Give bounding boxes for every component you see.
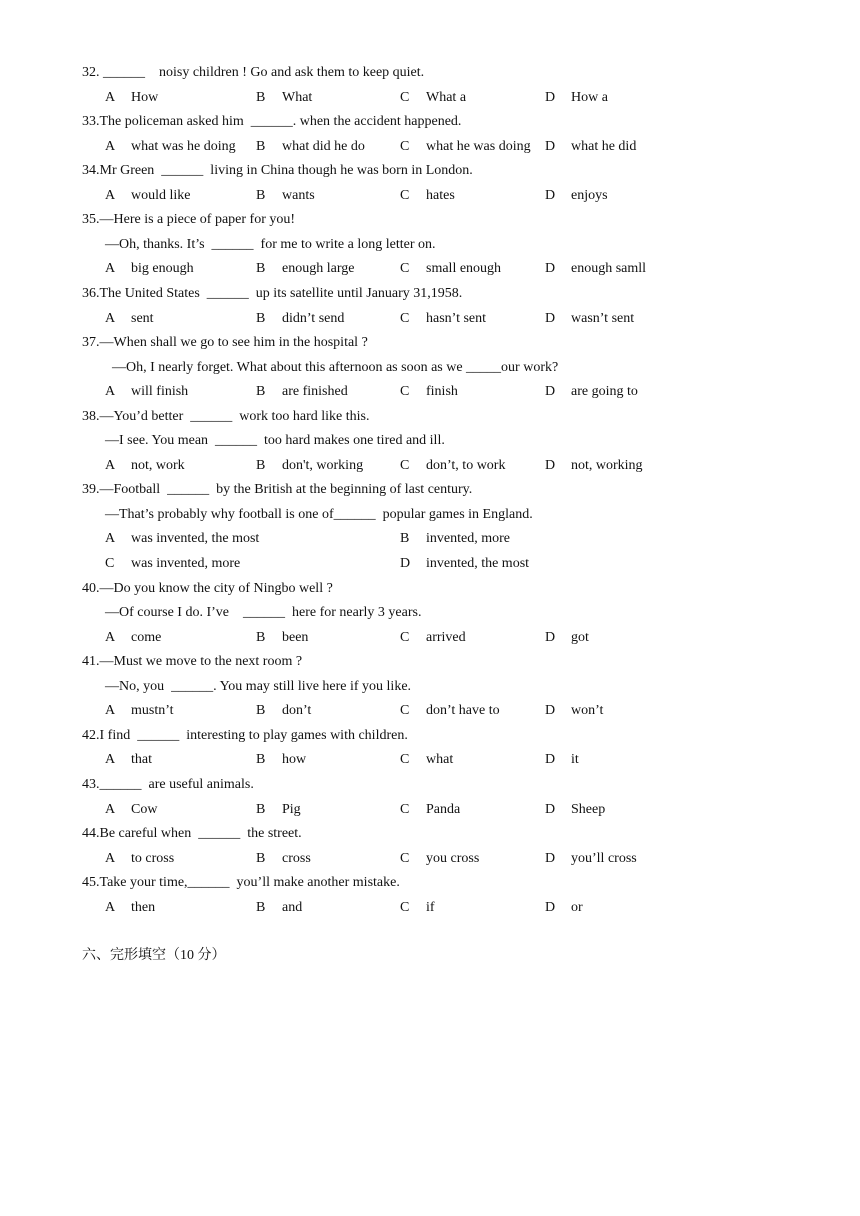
option-letter: B [256,850,266,866]
option-letter: C [400,752,410,768]
option-letter: D [545,89,556,105]
option-text: got [571,629,589,645]
answer-option [256,260,354,278]
option-text: won’t [571,703,604,719]
option-text: enough samll [571,261,647,277]
option-letter: B [256,138,266,154]
option-letter: A [105,261,116,277]
question-stem: 34.Mr Green ______ living in China though he was born in London. [82,163,473,179]
question-stem: 43.______ are useful animals. [82,776,254,792]
option-text: it [571,752,579,768]
option-letter: A [105,703,116,719]
answer-option [400,801,460,819]
answer-option [400,530,510,548]
option-letter: D [545,752,556,768]
question-stem: 33.The policeman asked him ______. when the accident happened. [82,114,462,130]
question-stem: 40.—Do you know the city of Ningbo well ? [82,580,333,596]
option-text: How [131,89,159,105]
question-stem-line: —I see. You mean ______ too hard makes one tired and ill. [105,433,445,449]
option-letter: A [105,384,116,400]
option-letter: B [256,261,266,277]
option-letter: C [400,801,410,817]
answer-option [256,457,363,475]
option-letter: D [545,703,556,719]
answer-option [545,702,603,720]
answer-option [105,260,194,278]
option-letter: C [400,629,410,645]
option-letter: B [256,703,266,719]
option-text: arrived [426,629,466,645]
option-letter: A [105,138,116,154]
answer-option [256,850,311,868]
option-text: will finish [131,384,189,400]
question-stem: 42.I find ______ interesting to play games with children. [82,727,408,743]
option-text: that [131,752,152,768]
option-letter: C [105,556,115,571]
answer-option [545,850,637,868]
answer-option [105,555,240,573]
option-text: don’t [282,703,312,719]
answer-option [545,801,605,819]
option-text: How a [571,89,608,105]
option-text: hates [426,187,455,203]
option-text: What a [426,89,467,105]
option-letter: D [545,629,556,645]
option-letter: D [545,138,556,154]
option-text: invented, more [426,531,510,547]
option-text: mustn’t [131,703,174,719]
question-stem: 44.Be careful when ______ the street. [82,826,302,842]
answer-option [105,899,155,917]
answer-option [256,89,312,107]
answer-option [400,187,455,205]
option-letter: D [545,850,556,866]
option-letter: C [400,457,410,473]
option-text: don’t have to [426,703,500,719]
option-text: then [131,899,156,915]
answer-option [256,138,365,156]
question-stem-line: —That’s probably why football is one of______ popular games in England. [105,506,533,522]
answer-option [400,310,486,328]
option-text: Panda [426,801,461,817]
question-stem: 35.—Here is a piece of paper for you! [82,212,296,228]
option-letter: B [256,187,266,203]
answer-option [400,899,435,917]
option-letter: C [400,261,410,277]
answer-option [545,138,636,156]
answer-option [256,801,301,819]
option-letter: C [400,384,410,400]
option-text: Sheep [571,801,606,817]
option-letter: A [105,801,116,817]
option-text: how [282,752,307,768]
answer-option [400,702,500,720]
question-stem: 39.—Football ______ by the British at the beginning of last century. [82,482,473,498]
answer-option [545,457,643,475]
option-letter: A [105,752,116,768]
option-text: invented, the most [426,556,530,571]
option-text: what he did [571,138,637,154]
question-stem: 38.—You’d better ______ work too hard like this. [82,408,370,424]
option-letter: B [256,899,266,915]
option-letter: A [105,457,116,473]
answer-option [105,457,185,475]
option-text: are going to [571,384,638,400]
answer-option [400,383,458,401]
answer-option [400,457,505,475]
option-text: Pig [282,801,301,817]
answer-option [545,751,579,769]
option-text: sent [131,310,154,326]
option-text: wants [282,187,315,203]
answer-option [256,629,308,647]
option-letter: B [256,457,266,473]
option-letter: A [105,89,116,105]
option-text: are finished [282,384,348,400]
option-text: don’t, to work [426,457,506,473]
option-text: what was he doing [131,138,236,154]
option-letter: D [545,899,556,915]
option-letter: D [545,384,556,400]
option-text: not, working [571,457,643,473]
answer-option [105,383,188,401]
question-stem: 45.Take your time,______ you’ll make another mistake. [82,875,400,891]
option-text: cross [282,850,311,866]
section-heading: 六、完形填空（10 分） [82,948,226,964]
option-text: What [282,89,313,105]
option-text: you cross [426,850,480,866]
option-letter: A [105,899,116,915]
option-text: big enough [131,261,194,277]
question-stem: 32. ______ noisy children ! Go and ask them to keep quiet. [82,65,425,80]
option-letter: C [400,850,410,866]
answer-option [256,187,315,205]
option-text: hasn’t sent [426,310,487,326]
answer-option [400,751,453,769]
answer-option [105,702,174,720]
option-text: small enough [426,261,502,277]
option-letter: A [105,531,116,547]
option-text: and [282,899,303,915]
answer-option [545,310,634,328]
option-letter: B [256,752,266,768]
question-stem: 36.The United States ______ up its satellite until January 31,1958. [82,285,463,301]
answer-option [105,89,158,107]
option-letter: C [400,899,410,915]
question-stem-line: —Of course I do. I’ve ______ here for nearly 3 years. [105,605,422,621]
option-text: would like [131,187,191,203]
option-letter: A [105,310,116,326]
option-letter: C [400,310,410,326]
answer-option [256,751,306,769]
answer-option [256,310,344,328]
answer-option [105,530,259,548]
option-letter: B [256,89,266,105]
answer-option [105,138,236,156]
option-text: don't, working [282,457,364,473]
question-stem-line: —No, you ______. You may still live here if you like. [105,678,412,694]
option-text: enjoys [571,187,608,203]
question-stem: 41.—Must we move to the next room ? [82,654,303,670]
option-text: wasn’t sent [571,310,635,326]
option-text: come [131,629,162,645]
answer-option [256,383,348,401]
answer-option [105,850,174,868]
answer-option [400,555,529,573]
answer-option [105,751,152,769]
option-text: to cross [131,850,175,866]
option-text: what [426,752,454,768]
option-text: been [282,629,309,645]
answer-option [105,187,191,205]
option-letter: C [400,187,410,203]
option-letter: A [105,850,116,866]
option-letter: B [400,531,410,547]
answer-option [400,850,479,868]
option-text: finish [426,384,458,400]
answer-option [545,899,583,917]
option-letter: A [105,187,116,203]
answer-option [256,702,311,720]
option-text: Cow [131,801,158,817]
option-text: or [571,899,583,915]
option-letter: C [400,138,410,154]
answer-option [545,187,608,205]
option-text: you’ll cross [571,850,637,866]
option-letter: A [105,629,116,645]
answer-option [545,629,589,647]
answer-option [105,310,154,328]
option-text: what he was doing [426,138,531,154]
option-letter: B [256,310,266,326]
option-text: enough large [282,261,355,277]
answer-option [400,138,531,156]
option-letter: B [256,801,266,817]
question-stem-line: —Oh, I nearly forget. What about this afternoon as soon as we _____our work? [112,359,559,375]
answer-option [545,260,646,278]
option-letter: D [545,310,556,326]
answer-option [400,89,466,107]
answer-option [105,629,161,647]
option-text: was invented, the most [131,531,260,547]
answer-option [400,260,501,278]
option-letter: B [256,384,266,400]
option-text: if [426,899,435,915]
option-letter: D [545,457,556,473]
answer-option [400,629,466,647]
option-letter: D [400,556,411,571]
option-letter: D [545,187,556,203]
question-stem: 37.—When shall we go to see him in the hospital ? [82,335,368,351]
answer-option [105,801,157,819]
option-text: was invented, more [131,556,241,571]
option-letter: B [256,629,266,645]
option-letter: C [400,703,410,719]
option-letter: C [400,89,410,105]
answer-option [545,89,608,107]
answer-option [256,899,302,917]
option-text: not, work [131,457,185,473]
option-letter: D [545,801,556,817]
option-text: didn’t send [282,310,345,326]
option-text: what did he do [282,138,365,154]
option-letter: D [545,261,556,277]
answer-option [545,383,638,401]
question-stem-line: —Oh, thanks. It’s ______ for me to write a long letter on. [105,236,436,252]
